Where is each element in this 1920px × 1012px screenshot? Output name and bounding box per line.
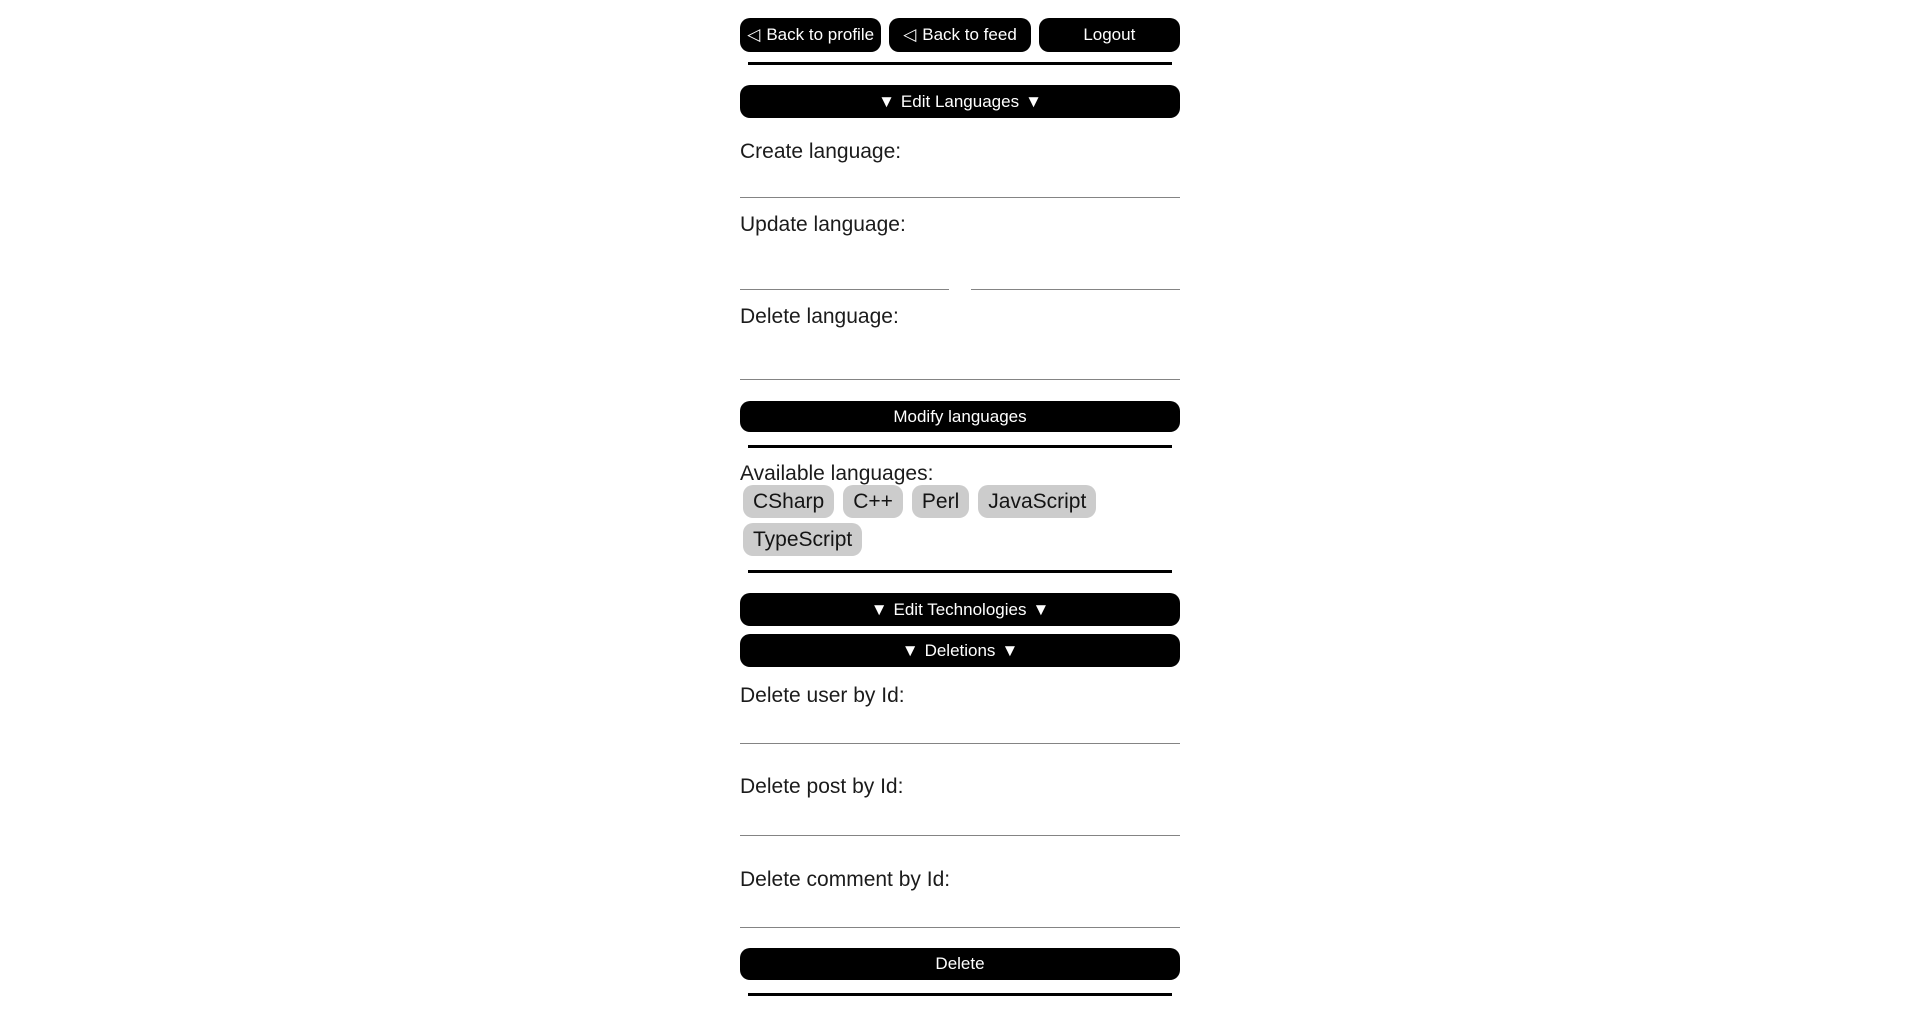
update-language-from-input[interactable] bbox=[740, 256, 949, 290]
edit-technologies-label: Edit Technologies bbox=[893, 599, 1027, 619]
delete-user-id-input[interactable] bbox=[740, 710, 1180, 744]
back-to-profile-label: Back to profile bbox=[766, 25, 875, 44]
top-button-row bbox=[740, 0, 1180, 52]
delete-language-label: Delete language: bbox=[740, 305, 899, 328]
language-tag: JavaScript bbox=[978, 485, 1096, 518]
logout-label: Logout bbox=[1083, 25, 1136, 44]
available-languages-label: Available languages: bbox=[740, 462, 934, 485]
back-to-feed-label: Back to feed bbox=[922, 25, 1017, 44]
chevron-down-icon: ▼ bbox=[878, 91, 895, 111]
delete-submit-label: Delete bbox=[935, 954, 985, 973]
delete-language-input[interactable] bbox=[740, 346, 1180, 380]
modify-languages-label: Modify languages bbox=[893, 406, 1027, 426]
back-to-profile-button[interactable] bbox=[740, 18, 881, 52]
chevron-down-icon: ▼ bbox=[901, 640, 919, 660]
divider bbox=[748, 570, 1172, 573]
back-icon: ◁ bbox=[747, 25, 761, 44]
admin-page bbox=[740, 0, 1180, 1012]
available-languages-list bbox=[740, 485, 1180, 556]
edit-technologies-toggle[interactable] bbox=[740, 593, 1180, 626]
language-tag: CSharp bbox=[743, 485, 834, 518]
back-icon: ◁ bbox=[903, 25, 917, 44]
chevron-down-icon: ▼ bbox=[1025, 91, 1042, 111]
edit-languages-toggle[interactable] bbox=[740, 85, 1180, 118]
delete-post-id-input[interactable] bbox=[740, 802, 1180, 836]
language-tag: Perl bbox=[912, 485, 969, 518]
edit-languages-label: Edit Languages bbox=[900, 91, 1020, 111]
modify-languages-button[interactable] bbox=[740, 401, 1180, 432]
create-language-input[interactable] bbox=[740, 164, 1180, 198]
delete-comment-label: Delete comment by Id: bbox=[740, 868, 951, 891]
language-tag: C++ bbox=[843, 485, 903, 518]
chevron-down-icon: ▼ bbox=[870, 599, 888, 619]
delete-user-label: Delete user by Id: bbox=[740, 684, 905, 707]
divider bbox=[748, 62, 1172, 65]
deletions-label: Deletions bbox=[924, 640, 996, 660]
chevron-down-icon: ▼ bbox=[1032, 599, 1050, 619]
delete-submit-button[interactable] bbox=[740, 948, 1180, 980]
create-language-label: Create language: bbox=[740, 140, 902, 163]
chevron-down-icon: ▼ bbox=[1001, 640, 1019, 660]
language-tag: TypeScript bbox=[743, 523, 862, 556]
divider bbox=[748, 445, 1172, 448]
update-language-row bbox=[740, 256, 1180, 290]
update-language-label: Update language: bbox=[740, 213, 906, 236]
divider bbox=[748, 993, 1172, 996]
deletions-toggle[interactable] bbox=[740, 634, 1180, 667]
delete-post-label: Delete post by Id: bbox=[740, 775, 904, 798]
update-language-to-input[interactable] bbox=[971, 256, 1180, 290]
back-to-feed-button[interactable] bbox=[889, 18, 1030, 52]
logout-button[interactable] bbox=[1039, 18, 1180, 52]
delete-comment-id-input[interactable] bbox=[740, 894, 1180, 928]
